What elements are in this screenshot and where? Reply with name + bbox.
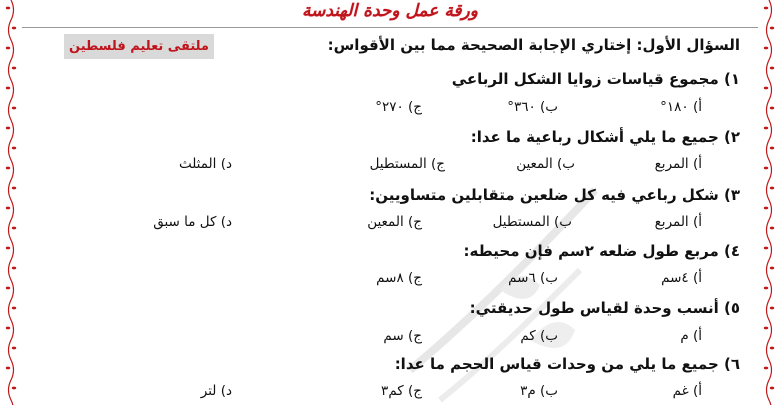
border-leaf [12, 67, 16, 70]
border-leaf [12, 27, 16, 30]
border-leaf [12, 227, 16, 230]
option-c[interactable]: ج) سم [383, 328, 422, 344]
border-vine [767, 0, 772, 405]
border-leaf [6, 327, 10, 330]
option-a[interactable]: أ) غم [672, 383, 702, 399]
border-leaf [12, 267, 16, 270]
border-leaf [12, 107, 16, 110]
border-leaf [6, 247, 10, 250]
border-leaf [770, 387, 774, 390]
option-d[interactable]: د) المثلث [178, 156, 232, 172]
border-leaf [6, 367, 10, 370]
border-leaf [6, 87, 10, 90]
border-leaf [770, 107, 774, 110]
question-stem: ٣) شكل رباعي فيه كل ضلعين متقابلين متساويين: [369, 186, 740, 204]
border-leaf [6, 47, 10, 50]
watermark-logo [380, 170, 620, 410]
border-leaf [764, 87, 768, 90]
border-leaf [12, 347, 16, 350]
option-a[interactable]: أ) المربع [654, 214, 702, 230]
border-leaf [770, 67, 774, 70]
border-leaf [770, 27, 774, 30]
border-leaf [12, 387, 16, 390]
option-b[interactable]: ب) المعين [516, 156, 575, 172]
decorative-border-left [4, 0, 18, 405]
border-leaf [12, 307, 16, 310]
border-leaf [770, 307, 774, 310]
brand-label: ملتقى تعليم فلسطين [64, 34, 214, 59]
option-b[interactable]: ب) كم [520, 328, 558, 344]
option-b[interactable]: ب) ٣٦٠° [507, 99, 558, 115]
border-leaf [764, 247, 768, 250]
border-leaf [764, 47, 768, 50]
border-leaf [770, 347, 774, 350]
option-c[interactable]: ج) المستطيل [369, 156, 445, 172]
option-c[interactable]: ج) المعين [367, 214, 422, 230]
border-leaf [770, 187, 774, 190]
option-a[interactable]: أ) المربع [654, 156, 702, 172]
question-stem: ٢) جميع ما يلي أشكال رباعية ما عدا: [470, 128, 740, 146]
option-b[interactable]: ب) م٣ [520, 383, 558, 399]
border-leaf [764, 127, 768, 130]
option-b[interactable]: ب) المستطيل [492, 214, 572, 230]
option-b[interactable]: ب) ٦سم [508, 270, 558, 286]
border-leaf [764, 367, 768, 370]
question-stem: ١) مجموع قياسات زوايا الشكل الرباعي [451, 70, 740, 88]
title-divider [22, 27, 758, 28]
border-leaf [764, 207, 768, 210]
option-a[interactable]: أ) ٤سم [661, 270, 702, 286]
border-leaf [6, 287, 10, 290]
question-stem: ٥) أنسب وحدة لقياس طول حديقتي: [469, 299, 740, 317]
worksheet-title: ورقة عمل وحدة الهندسة [302, 1, 478, 21]
option-d[interactable]: د) كل ما سبق [153, 214, 232, 230]
border-leaf [770, 147, 774, 150]
border-leaf [764, 167, 768, 170]
border-leaf [12, 187, 16, 190]
border-leaf [770, 267, 774, 270]
decorative-border-right [762, 0, 776, 405]
border-leaf [6, 127, 10, 130]
border-leaf [764, 327, 768, 330]
border-leaf [12, 147, 16, 150]
question-1-header: السؤال الأول: إختاري الإجابة الصحيحة مما بين الأقواس: [327, 36, 740, 54]
border-leaf [6, 167, 10, 170]
option-a[interactable]: أ) ١٨٠° [660, 99, 702, 115]
option-d[interactable]: د) لتر [200, 383, 232, 399]
question-stem: ٤) مربع طول ضلعه ٢سم فإن محيطه: [463, 242, 740, 260]
option-c[interactable]: ج) كم٣ [381, 383, 422, 399]
option-a[interactable]: أ) م [680, 328, 702, 344]
option-c[interactable]: ج) ٢٧٠° [375, 99, 422, 115]
option-c[interactable]: ج) ٨سم [376, 270, 422, 286]
question-stem: ٦) جميع ما يلي من وحدات قياس الحجم ما عدا: [394, 355, 740, 373]
border-leaf [6, 207, 10, 210]
border-leaf [770, 227, 774, 230]
border-leaf [764, 287, 768, 290]
border-vine [9, 0, 14, 405]
